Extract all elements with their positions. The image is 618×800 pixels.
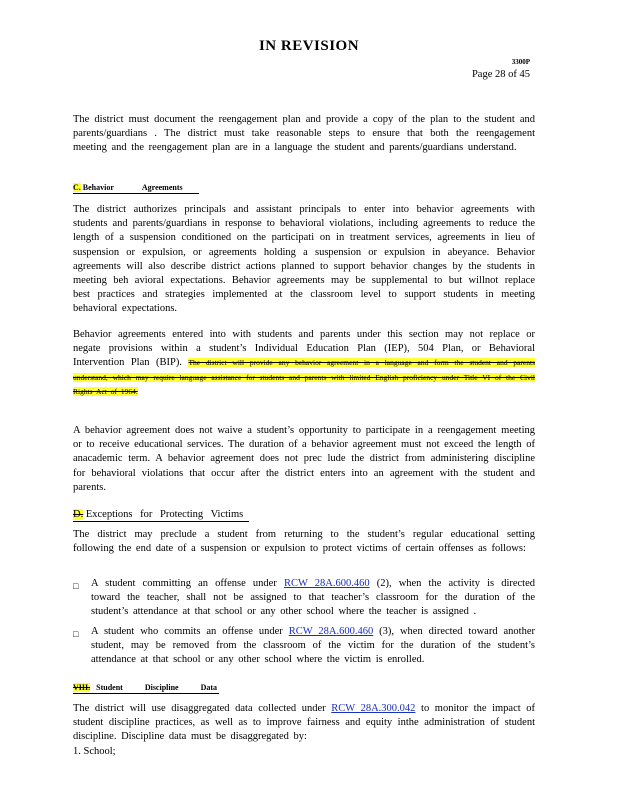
numbered-list-item: 1. School; [73,746,116,757]
checkbox-bullet-icon: □ [73,629,79,639]
section-viii-word1: Student [96,683,123,692]
section-d-title: Exceptions for Protecting Victims [85,509,244,520]
section-viii-word2: Discipline [144,683,179,692]
list-item [73,577,535,620]
paragraph-behavior-agreements-iep [73,328,535,399]
section-d-heading [73,509,249,522]
page-number: Page 28 of 45 [471,69,530,80]
section-c-letter: C. [73,183,81,192]
paragraph-iep-text: Behavior agreements entered into with students and parents under this section may not replace or negate provisions within a student’s Individual Education Plan (IEP), 504 Plan, or Behavioral Intervention Plan (BIP). [73,329,535,369]
section-c-heading [73,183,199,194]
section-viii-numeral: VIII. [73,683,91,692]
rcw-link[interactable]: RCW 28A.600.460 [288,626,374,637]
list-item [73,625,535,668]
paragraph-behavior-agreements: The district authorizes principals and assistant principals to enter into behavior agreements with students and parents/guardians in response to behavioral violations, including agreements to reduce the length of a suspension conditioned on the participati on in treatment services, agreements in lieu of suspension or expulsion, or agreements holding a suspension or expulsion in abeyance. Behavior agreements will also describe district actions planned to support behavior changes by the students in meeting beh avioral expectations. Behavior agreements may be supplemental to but willnot replace best practices and strategies implemented at the classroom level to support students in meeting behavioral expectations. [73,204,535,315]
section-viii-heading [73,683,219,694]
section-viii-word3: Data [200,683,218,692]
rcw-link[interactable]: RCW 28A.600.460 [283,578,370,589]
list-item-text: A student committing an offense under RCW 28A.600.460 (2), when the activity is directed toward the teacher, shall not be assigned to that teacher’s classroom for the duration of the student’s attendance at that school or any other school where the teacher is assigned . [91,578,536,618]
policy-code: 3300P [511,58,530,66]
paragraph-discipline-data: The district will use disaggregated data collected under RCW 28A.300.042 to monitor the impact of student discipline practices, as well as to improve fairness and equity inthe administration of student discipline. Discipline data must be disaggregated by: [73,703,536,743]
section-c-word1: Behavior [82,183,114,192]
section-c-word2: Agreements [141,183,183,192]
paragraph-protecting-victims: The district may preclude a student from returning to the student’s regular educational setting following the end date of a suspension or expulsion to protect victims of certain offenses as follows: [73,529,535,555]
paragraph-agreement-no-waiver: A behavior agreement does not waive a student’s opportunity to participate in a reengagement meeting or to receive educational services. The duration of a behavior agreement must not exceed the length of anacademic term. A behavior agreement does not prec lude the district from administering discipline for behavioral violations that occur after the district enters into an agreement with the student and parents. [73,425,535,493]
struck-language-provision: The district will provide any behavior agreement in a language and form the student and parents understand, which may require language assistance for students and parents with limited English proficiency under Title VI of the Civil Rights Act of 1964. [73,358,535,396]
list-item-text: A student who commits an offense under RCW 28A.600.460 (3), when directed toward another student, may be removed from the classroom of the victim for the duration of the student’s attendance at that school or any other school where the victim is enrolled. [91,626,535,666]
paragraph-reengagement-plan: The district must document the reengagement plan and provide a copy of the plan to the student and parents/guardians . The district must take reasonable steps to ensure that both the reengagement meeting and the reengagement plan are in a language the student and parents/guardians understand. [73,114,535,154]
page-title: IN REVISION [258,38,360,54]
rcw-link[interactable]: RCW 28A.300.042 [331,703,416,714]
section-d-letter: D. [73,509,84,520]
checkbox-bullet-icon: □ [73,581,79,591]
